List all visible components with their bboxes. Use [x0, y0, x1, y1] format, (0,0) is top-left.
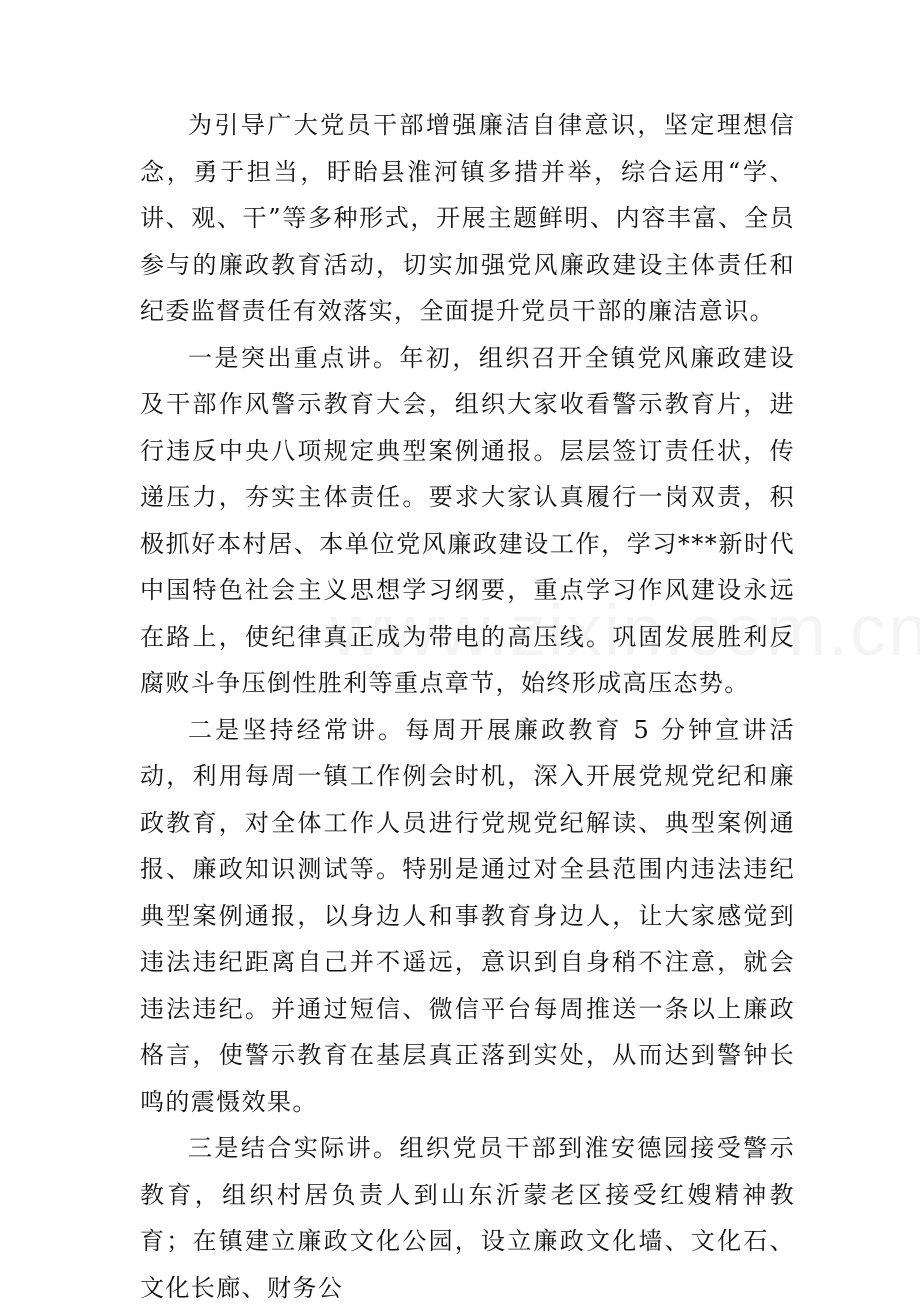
paragraph-point-one: 一是突出重点讲。年初，组织召开全镇党风廉政建设及干部作风警示教育大会，组织大家收看警示教育片，进行违反中央八项规定典型案例通报。层层签订责任状，传递压力，夯实主体责任。要求大家认真履行一岗双责，积极抓好本村居、本单位党风廉政建设工作，学习***新时代中国特色社会主义思想学习纲要，重点学习作风建设永远在路上，使纪律真正成为带电的高压线。巩固发展胜利反腐败斗争压倒性胜利等重点章节，始终形成高压态势。: [140, 343, 795, 697]
paragraph-point-two: 二是坚持经常讲。每周开展廉政教育 5 分钟宣讲活动，利用每周一镇工作例会时机，深入开展党规党纪和廉政教育，对全体工作人员进行党规党纪解读、典型案例通报、廉政知识测试等。特别是通过对全县范围内违法违纪典型案例通报，以身边人和事教育身边人，让大家感觉到违法违纪距离自己并不遥远，意识到自身稍不注意，就会违法违纪。并通过短信、微信平台每周推送一条以上廉政格言，使警示教育在基层真正落到实处，从而达到警钟长鸣的震慑效果。: [140, 715, 795, 1116]
paragraph-point-three: 三是结合实际讲。组织党员干部到淮安德园接受警示教育，组织村居负责人到山东沂蒙老区接受红嫂精神教育；在镇建立廉政文化公园，设立廉政文化墙、文化石、文化长廊、财务公: [140, 1134, 795, 1302]
document-body: [140, 102, 795, 1311]
paragraph-intro: 为引导广大党员干部增强廉洁自律意识，坚定理想信念，勇于担当，盱眙县淮河镇多措并举，综合运用“学、讲、观、干”等多种形式，开展主题鲜明、内容丰富、全员参与的廉政教育活动，切实加强党风廉政建设主体责任和纪委监督责任有效落实，全面提升党员干部的廉洁意识。: [140, 111, 795, 325]
